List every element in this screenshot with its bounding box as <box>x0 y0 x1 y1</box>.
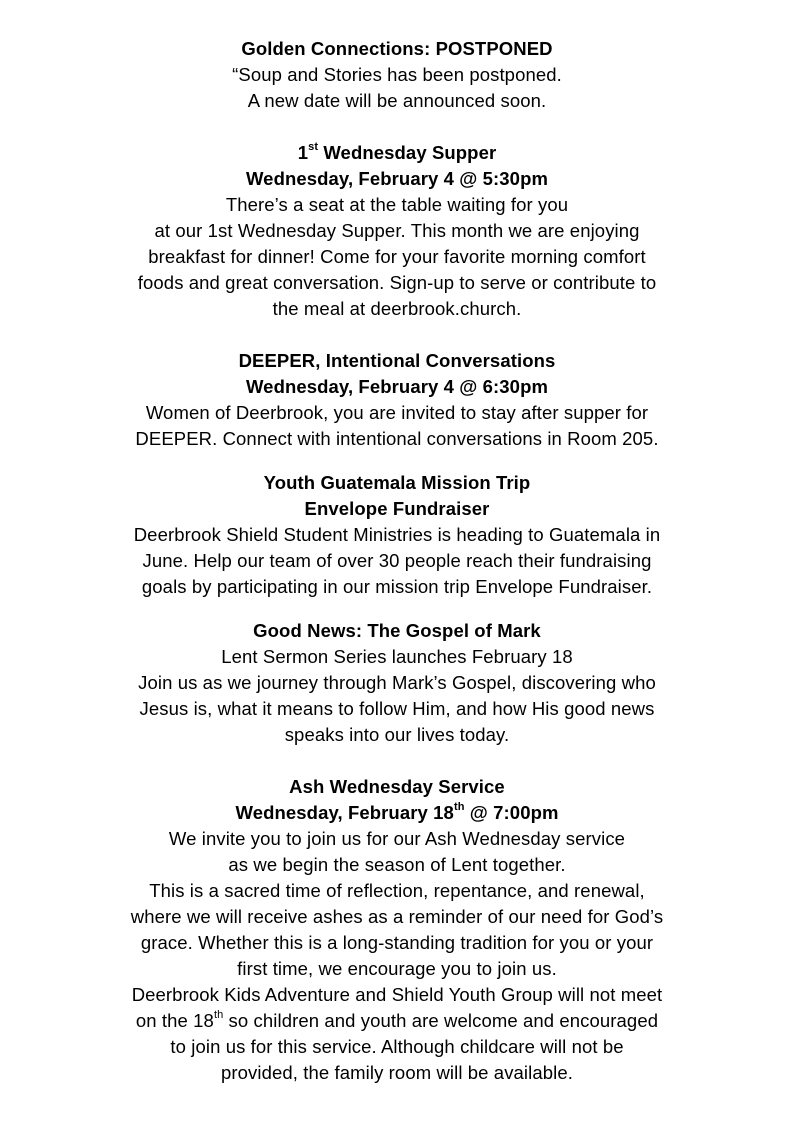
golden-connections-line-2: A new date will be announced soon. <box>247 90 547 111</box>
ash-body-line: where we will receive ashes as a reminder of our need for God’s <box>130 906 664 927</box>
ash-body-line: Deerbrook Kids Adventure and Shield Youth Group will not meet <box>131 984 663 1005</box>
youth-mission-subtitle: Envelope Fundraiser <box>304 498 490 519</box>
youth-mission-title: Youth Guatemala Mission Trip <box>263 472 531 493</box>
deeper-when: Wednesday, February 4 @ 6:30pm <box>245 376 549 397</box>
ash-body-line: as we begin the season of Lent together. <box>228 854 566 875</box>
supper-body-line: breakfast for dinner! Come for your favorite morning comfort <box>148 246 646 267</box>
spacer <box>0 322 794 348</box>
gospel-title: Good News: The Gospel of Mark <box>253 620 541 641</box>
supper-title-number: 1 <box>297 142 309 163</box>
youth-body-line: Deerbrook Shield Student Ministries is heading to Guatemala in <box>133 524 661 545</box>
ash-wednesday-title: Ash Wednesday Service <box>289 776 505 797</box>
spacer <box>0 600 794 618</box>
ash-body-line: This is a sacred time of reflection, repentance, and renewal, <box>149 880 645 901</box>
youth-body-line: goals by participating in our mission trip Envelope Fundraiser. <box>141 576 653 597</box>
ash-kids-post: so children and youth are welcome and encouraged <box>223 1010 659 1031</box>
gospel-body-line: Jesus is, what it means to follow Him, and how His good news <box>139 698 655 719</box>
gospel-body-line: speaks into our lives today. <box>284 724 510 745</box>
ash-when-ordinal: th <box>453 800 465 813</box>
deeper-title: DEEPER, Intentional Conversations <box>238 350 556 371</box>
ash-body-line: grace. Whether this is a long-standing tradition for you or your <box>140 932 654 953</box>
ash-kids-pre: on the 18 <box>135 1010 214 1031</box>
supper-body-line: There’s a seat at the table waiting for you <box>225 194 569 215</box>
wednesday-supper-section <box>0 140 794 322</box>
deeper-body-line: DEEPER. Connect with intentional conversations in Room 205. <box>135 428 659 449</box>
spacer <box>0 748 794 774</box>
ash-body-line: first time, we encourage you to join us. <box>237 958 557 979</box>
deeper-section <box>0 348 794 452</box>
bulletin-page <box>0 36 794 1086</box>
gospel-body-line: Join us as we journey through Mark’s Gospel, discovering who <box>138 672 656 693</box>
supper-body-line: the meal at deerbrook.church. <box>272 298 522 319</box>
ash-kids-line <box>0 1008 794 1034</box>
ash-when-date: Wednesday, February 18 <box>235 802 454 823</box>
ash-wednesday-when <box>0 800 794 826</box>
gospel-subtitle: Lent Sermon Series launches February 18 <box>221 646 573 667</box>
golden-connections-title: Golden Connections: POSTPONED <box>241 38 553 59</box>
supper-title-text: Wednesday Supper <box>318 142 497 163</box>
supper-body-line: foods and great conversation. Sign-up to serve or contribute to <box>137 272 657 293</box>
youth-mission-section <box>0 470 794 600</box>
ash-kids-ordinal: th <box>213 1008 224 1021</box>
spacer <box>0 452 794 470</box>
spacer <box>0 114 794 140</box>
golden-connections-line-1: “Soup and Stories has been postponed. <box>232 64 562 85</box>
ash-wednesday-section <box>0 774 794 1086</box>
ash-body-line: provided, the family room will be available. <box>221 1062 573 1083</box>
ash-body-line: We invite you to join us for our Ash Wednesday service <box>168 828 626 849</box>
ash-when-time: @ 7:00pm <box>464 802 559 823</box>
youth-body-line: June. Help our team of over 30 people reach their fundraising <box>142 550 652 571</box>
golden-connections-section <box>0 36 794 114</box>
ash-body-line: to join us for this service. Although childcare will not be <box>170 1036 624 1057</box>
wednesday-supper-when: Wednesday, February 4 @ 5:30pm <box>245 168 549 189</box>
supper-title-ordinal: st <box>308 140 319 153</box>
deeper-body-line: Women of Deerbrook, you are invited to stay after supper for <box>145 402 649 423</box>
supper-body-line: at our 1st Wednesday Supper. This month we are enjoying <box>154 220 640 241</box>
gospel-section <box>0 618 794 748</box>
wednesday-supper-title <box>0 140 794 166</box>
